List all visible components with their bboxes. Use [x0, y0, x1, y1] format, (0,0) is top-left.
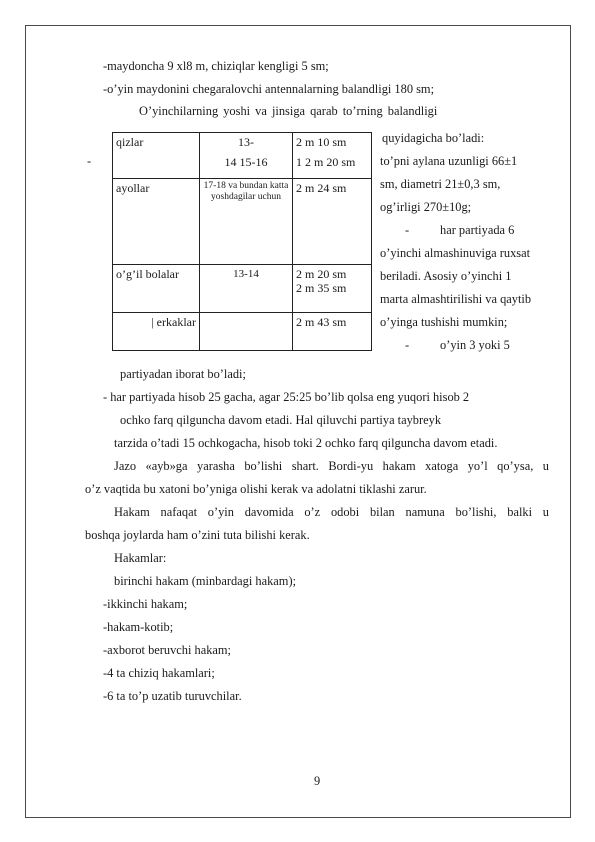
- table-cell-age: 13-14: [200, 265, 293, 313]
- table-cell-height: [293, 265, 372, 313]
- paragraph-line: Jazo «ayb»ga yarasha bo’lishi shart. Bordi-yu hakam xatoga yo’l qo’ysa, u: [114, 459, 549, 473]
- table-cell-age: [200, 313, 293, 351]
- list-item: -6 ta to’p uzatib turuvchilar.: [103, 689, 242, 703]
- height-top: 2 m 20 sm: [296, 267, 347, 281]
- text-line: to’pni aylana uzunligi 66±1: [380, 154, 518, 168]
- dash-marker: -: [87, 154, 92, 168]
- age-top: 13-: [238, 135, 254, 149]
- table-cell-group: | erkaklar: [113, 313, 200, 351]
- text-line: quyidagicha bo’ladi:: [382, 131, 485, 145]
- table-row: [113, 265, 372, 313]
- list-item: -hakam-kotib;: [103, 620, 174, 634]
- table-cell-age: 17-18 va bundan katta yoshdagilar uchun: [200, 179, 293, 265]
- height-bottom: 1 2 m 20 sm: [296, 155, 356, 169]
- text-line: partiyadan iborat bo’ladi;: [120, 367, 246, 381]
- list-item: -ikkinchi hakam;: [103, 597, 188, 611]
- table-cell-age: [200, 133, 293, 179]
- height-top: 2 m 10 sm: [296, 135, 347, 149]
- text-line: - har partiyada hisob 25 gacha, agar 25:25 bo’lib qolsa eng yuqori hisob 2: [103, 390, 470, 404]
- text-line: har partiyada 6: [440, 223, 515, 237]
- table-cell-group: o’g’il bolalar: [113, 265, 200, 313]
- table-cell-height: [293, 133, 372, 179]
- text-line: sm, diametri 21±0,3 sm,: [380, 177, 501, 191]
- age-bottom: 14 15-16: [224, 155, 268, 169]
- text-line: og’irligi 270±10g;: [380, 200, 472, 214]
- text-line: ochko farq qilguncha davom etadi. Hal qiluvchi partiya taybreyk: [120, 413, 442, 427]
- text-line: tarzida o’tadi 15 ochkogacha, hisob toki 2 ochko farq qilguncha davom etadi.: [114, 436, 498, 450]
- text-line: beriladi. Asosiy o’yinchi 1: [380, 269, 512, 283]
- list-item: -4 ta chiziq hakamlari;: [103, 666, 215, 680]
- text-line: boshqa joylarda ham o’zini tuta bilishi kerak.: [85, 528, 310, 542]
- dash-marker: -: [405, 338, 410, 352]
- text-line: -o’yin maydonini chegaralovchi antennalarning balandligi 180 sm;: [103, 82, 435, 96]
- table-cell-height: 2 m 24 sm: [293, 179, 372, 265]
- paragraph-line: Hakam nafaqat o’yin davomida o’z odobi bilan namuna bo’lishi, balki u: [114, 505, 549, 519]
- height-bottom: 2 m 35 sm: [296, 281, 347, 295]
- text-line: Hakamlar:: [114, 551, 167, 565]
- page-number: 9: [314, 774, 321, 788]
- dash-marker: -: [405, 223, 410, 237]
- text-line: O’yinchilarning yoshi va jinsiga qarab to’rning balandligi: [139, 104, 438, 118]
- table-row: [113, 313, 372, 351]
- text-line: birinchi hakam (minbardagi hakam);: [114, 574, 297, 588]
- table-cell-group: ayollar: [113, 179, 200, 265]
- list-item: -axborot beruvchi hakam;: [103, 643, 231, 657]
- text-line: o’yinga tushishi mumkin;: [380, 315, 508, 329]
- text-line: o’yinchi almashinuviga ruxsat: [380, 246, 531, 260]
- net-height-table: [112, 132, 372, 351]
- table-cell-group: qizlar: [113, 133, 200, 179]
- text-line: o’z vaqtida bu xatoni bo’yniga olishi kerak va adolatni tiklashi zarur.: [85, 482, 427, 496]
- text-line: marta almashtirilishi va qaytib: [380, 292, 532, 306]
- table-row: [113, 179, 372, 265]
- table-row: [113, 133, 372, 179]
- table-cell-height: 2 m 43 sm: [293, 313, 372, 351]
- text-line: o’yin 3 yoki 5: [440, 338, 510, 352]
- text-line: -maydoncha 9 xl8 m, chiziqlar kengligi 5 sm;: [103, 59, 329, 73]
